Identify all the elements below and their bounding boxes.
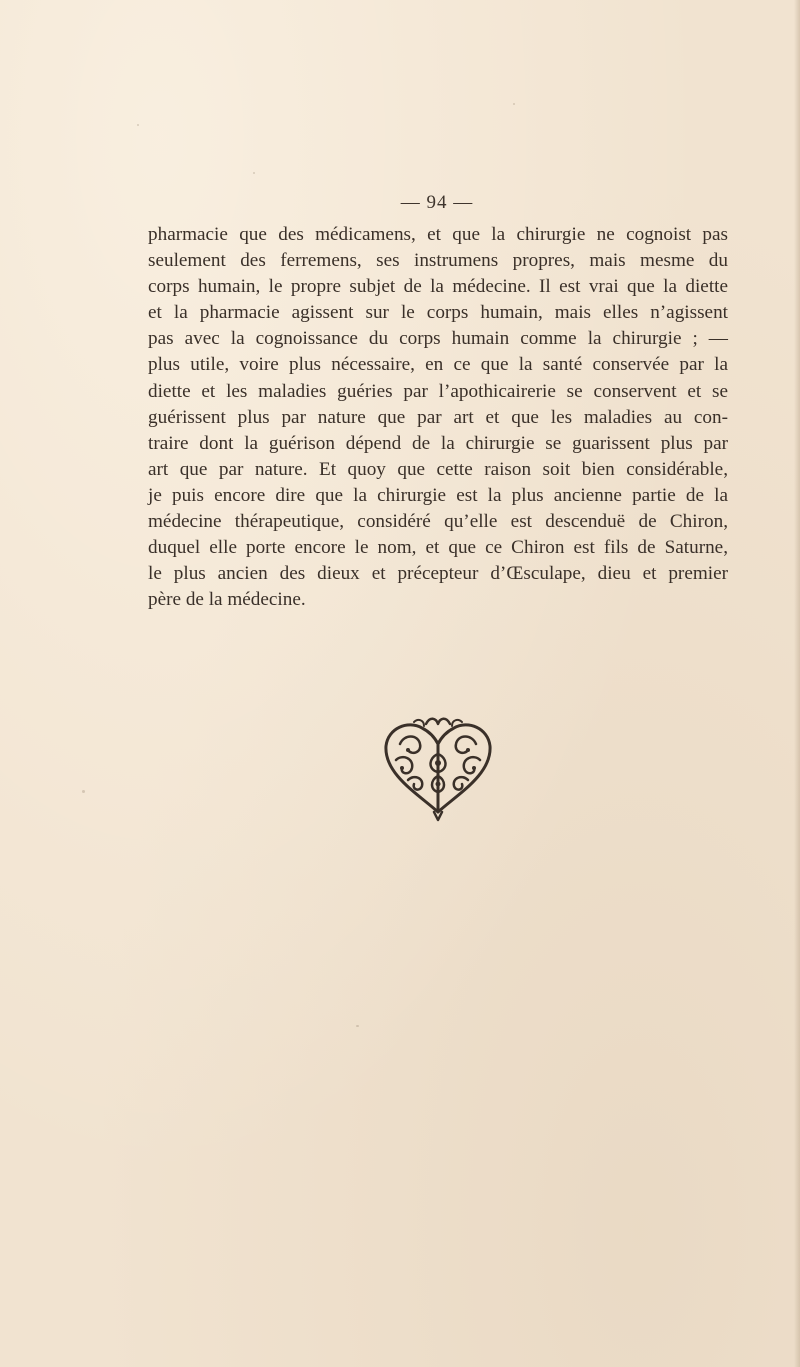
page-number: — 94 — (400, 192, 474, 213)
text-line: traire dont la guérison dépend de la chirurgie se guarissent plus par (148, 432, 728, 454)
text-line: pharmacie que des médicamens, et que la chirurgie ne cognoist pas (148, 224, 728, 245)
text-line: diette et les maladies guéries par l’apothicairerie se conservent et se (148, 380, 728, 402)
text-line: et la pharmacie agissent sur le corps humain, mais elles n’agissent (148, 302, 728, 324)
text-line: guérissent plus par nature que par art et que les maladies au con- (148, 406, 728, 428)
paper-speck (137, 124, 139, 126)
text-line: corps humain, le propre subjet de la médecine. Il est vrai que la diette (148, 276, 728, 298)
text-line: pas avec la cognoissance du corps humain comme la chirurgie ; — (148, 328, 728, 350)
paper-speck (82, 790, 85, 793)
text-line: le plus ancien des dieux et précepteur d’Œsculape, dieu et premier (148, 563, 728, 585)
paper-speck (356, 1025, 359, 1027)
text-line: médecine thérapeutique, considéré qu’elle est descenduë de Chiron, (148, 511, 728, 533)
text-line: plus utile, voire plus nécessaire, en ce que la santé conservée par la (148, 354, 728, 376)
heart-fleuron-icon (378, 714, 498, 822)
paper-speck (253, 172, 255, 174)
text-line: art que par nature. Et quoy que cette raison soit bien considérable, (148, 458, 728, 480)
body-text (148, 222, 728, 613)
text-line: je puis encore dire que la chirurgie est la plus ancienne partie de la (148, 484, 728, 506)
text-line: père de la médecine. (148, 589, 306, 611)
paper-speck (513, 103, 515, 105)
text-line: duquel elle porte encore le nom, et que ce Chiron est fils de Saturne, (148, 537, 728, 559)
text-line: seulement des ferremens, ses instrumens propres, mais mesme du (148, 250, 728, 272)
